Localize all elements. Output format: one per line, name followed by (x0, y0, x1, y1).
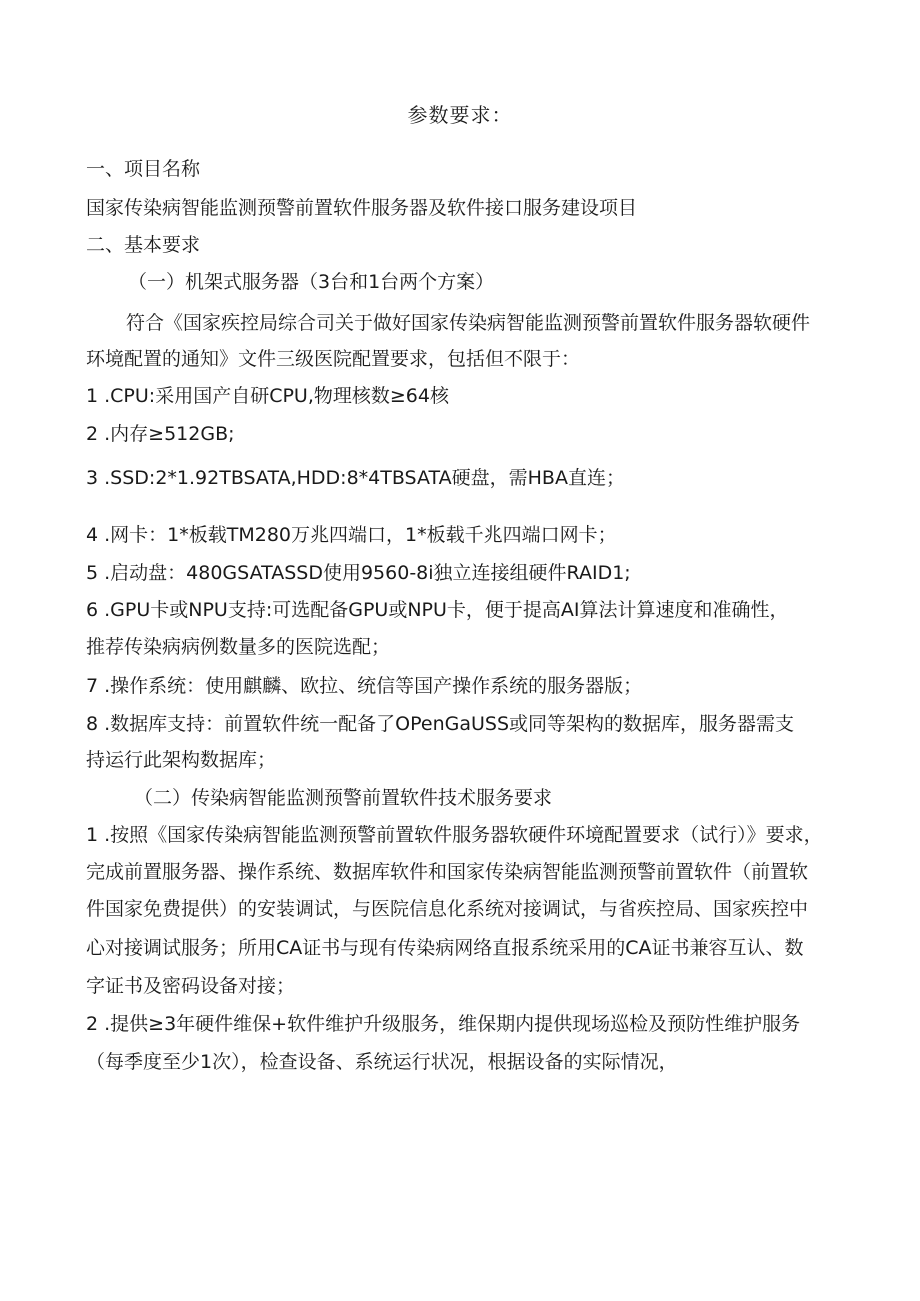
paragraph-line: 符合《国家疾控局综合司关于做好国家传染病智能监测预警前置软件服务器软硬件 (126, 312, 811, 334)
list-item-database-cont: 持运行此架构数据库； (86, 749, 277, 771)
service-item-2: 2 .提供≥3年硬件维保+软件维护升级服务，维保期内提供现场巡检及预防性维护服务 (86, 1013, 801, 1035)
list-item-gpu-cont: 推荐传染病病例数量多的医院选配； (86, 636, 391, 658)
subsection-heading-rack-server: （一）机架式服务器（3台和1台两个方案） (128, 271, 495, 293)
service-item-1-cont: 心对接调试服务；所用CA证书与现有传染病网络直报系统采用的CA证书兼容互认、数 (86, 937, 804, 959)
service-item-1: 1 .按照《国家传染病智能监测预警前置软件服务器软硬件环境配置要求（试行）》要求， (86, 824, 823, 846)
service-item-2-cont: （每季度至少1次），检查设备、系统运行状况，根据设备的实际情况， (86, 1051, 678, 1073)
list-item-cpu: 1 .CPU:采用国产自研CPU,物理核数≥64核 (86, 385, 449, 407)
service-item-1-cont: 件国家免费提供）的安装调试，与医院信息化系统对接调试，与省疾控局、国家疾控中 (86, 898, 809, 920)
list-item-memory: 2 .内存≥512GB; (86, 423, 235, 445)
project-name-text: 国家传染病智能监测预警前置软件服务器及软件接口服务建设项目 (86, 197, 638, 219)
list-item-gpu: 6 .GPU卡或NPU支持:可选配备GPU或NPU卡，便于提高AI算法计算速度和准确性， (86, 599, 789, 621)
section-heading-project-name: 一、项目名称 (86, 158, 201, 180)
list-item-storage: 3 .SSD:2*1.92TBSATA,HDD:8*4TBSATA硬盘，需HBA直连； (86, 467, 625, 489)
subsection-heading-tech-service: （二）传染病智能监测预警前置软件技术服务要求 (134, 787, 553, 809)
list-item-os: 7 .操作系统：使用麒麟、欧拉、统信等国产操作系统的服务器版； (86, 675, 643, 697)
service-item-1-cont: 完成前置服务器、操作系统、数据库软件和国家传染病智能监测预警前置软件（前置软 (86, 861, 809, 883)
list-item-database: 8 .数据库支持：前置软件统一配备了OPenGaUSS或同等架构的数据库，服务器需支 (86, 713, 795, 735)
list-item-boot-disk: 5 .启动盘：480GSATASSD使用9560-8i独立连接组硬件RAID1; (86, 562, 631, 584)
list-item-network: 4 .网卡：1*板载TM280万兆四端口，1*板载千兆四端口网卡； (86, 524, 617, 546)
service-item-1-cont: 字证书及密码设备对接； (86, 975, 296, 997)
section-heading-basic-requirements: 二、基本要求 (86, 234, 201, 256)
page-title: 参数要求： (407, 103, 513, 127)
paragraph-line: 环境配置的通知》文件三级医院配置要求，包括但不限于： (86, 348, 581, 370)
